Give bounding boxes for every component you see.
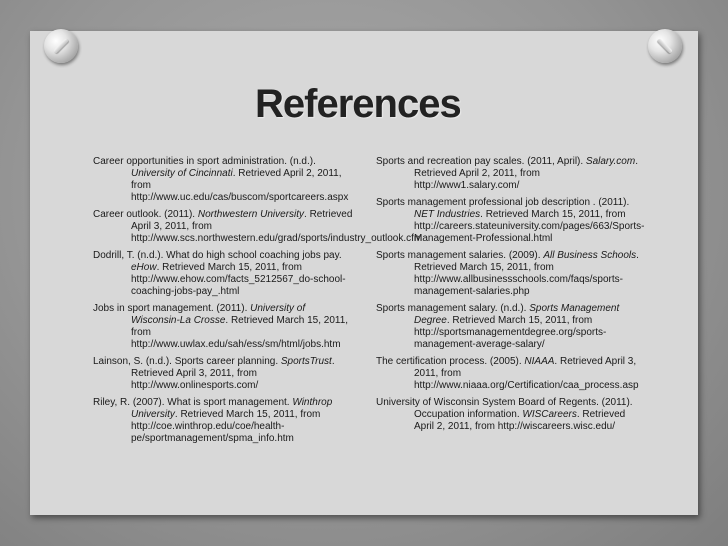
reference-source: Northwestern University (197, 209, 305, 220)
reference-source: SportsTrust (280, 356, 332, 367)
reference-entry (376, 356, 644, 392)
reference-text: . Retrieved March 15, 2011, from http://www.uwlax.edu/sah/ess/sm/html/jobs.htm (131, 315, 349, 350)
reference-text: Sports management professional job description . (2011). (376, 197, 630, 208)
reference-text: Sports and recreation pay scales. (2011, April). (376, 156, 586, 167)
slide-title: References (255, 82, 461, 126)
reference-source: NET Industries (414, 209, 481, 220)
reference-text: . Retrieved April 2, 2011, from http://www.uc.edu/cas/buscom/sportcareers.aspx (131, 168, 349, 203)
reference-text: . Retrieved March 15, 2011, from http://www.allbusinessschools.com/faqs/sports-management-salaries.php (414, 250, 639, 297)
reference-entry (93, 356, 355, 392)
pushpin-bar (53, 38, 69, 54)
reference-source: University of Wisconsin-La Crosse (131, 303, 306, 326)
reference-entry (376, 397, 644, 433)
reference-source: eHow (131, 262, 157, 273)
reference-source: WISCareers (522, 409, 577, 420)
reference-text: Career opportunities in sport administration. (n.d.). (93, 156, 316, 167)
reference-text: Sports management salary. (n.d.). (376, 303, 530, 314)
reference-source: All Business Schools (543, 250, 637, 261)
reference-text: Career outlook. (2011). (93, 209, 198, 220)
reference-source: University of Cincinnati (131, 168, 233, 179)
reference-entry (93, 397, 355, 445)
reference-text: . Retrieved April 2, 2011, from http://www1.salary.com/ (414, 156, 638, 191)
references-column-left (93, 156, 423, 450)
pushpin-icon (648, 29, 682, 63)
reference-text: University of Wisconsin System Board of Regents. (2011). Occupation information. (376, 397, 633, 420)
reference-text: . Retrieved April 3, 2011, from http://www.onlinesports.com/ (131, 356, 335, 391)
reference-entry (376, 156, 644, 192)
reference-source: Salary.com (585, 156, 636, 167)
reference-text: . Retrieved March 15, 2011, from http://coe.winthrop.edu/coe/health-pe/sportmanagement/spma_info.htm (131, 409, 321, 444)
reference-entry (93, 209, 423, 245)
reference-entry (376, 197, 644, 245)
reference-text: . Retrieved March 15, 2011, from http://careers.stateuniversity.com/pages/663/Sports-Management-Professional.html (414, 209, 645, 244)
pushpin-bar (657, 38, 673, 54)
reference-text: The certification process. (2005). (376, 356, 525, 367)
reference-text: . Retrieved April 2, 2011, from http://wiscareers.wisc.edu/ (414, 409, 626, 432)
reference-entry (93, 250, 355, 298)
pushpin-icon (44, 29, 78, 63)
reference-text: Lainson, S. (n.d.). Sports career planning. (93, 356, 281, 367)
reference-source: NIAAA (524, 356, 555, 367)
reference-text: Sports management salaries. (2009). (376, 250, 544, 261)
reference-text: Riley, R. (2007). What is sport management. (93, 397, 293, 408)
references-column-right (376, 156, 644, 438)
reference-source: Winthrop University (131, 397, 333, 420)
reference-text: . Retrieved March 15, 2011, from http://www.ehow.com/facts_5212567_do-school-coaching-jobs-pay_.html (131, 262, 346, 297)
reference-entry (93, 156, 355, 204)
reference-text: . Retrieved April 3, 2011, from http://www.niaaa.org/Certification/caa_process.asp (414, 356, 639, 391)
reference-text: . Retrieved March 15, 2011, from http://sportsmanagementdegree.org/sports-management-average-salary/ (414, 315, 607, 350)
reference-text: Jobs in sport management. (2011). (93, 303, 251, 314)
reference-text: Dodrill, T. (n.d.). What do high school coaching jobs pay. (93, 250, 342, 261)
reference-source: Sports Management Degree (414, 303, 620, 326)
reference-text: . Retrieved April 3, 2011, from http://www.scs.northwestern.edu/grad/sports/industry_outlook.cfm (131, 209, 423, 244)
reference-entry (376, 250, 644, 298)
reference-entry (93, 303, 355, 351)
reference-entry (376, 303, 644, 351)
